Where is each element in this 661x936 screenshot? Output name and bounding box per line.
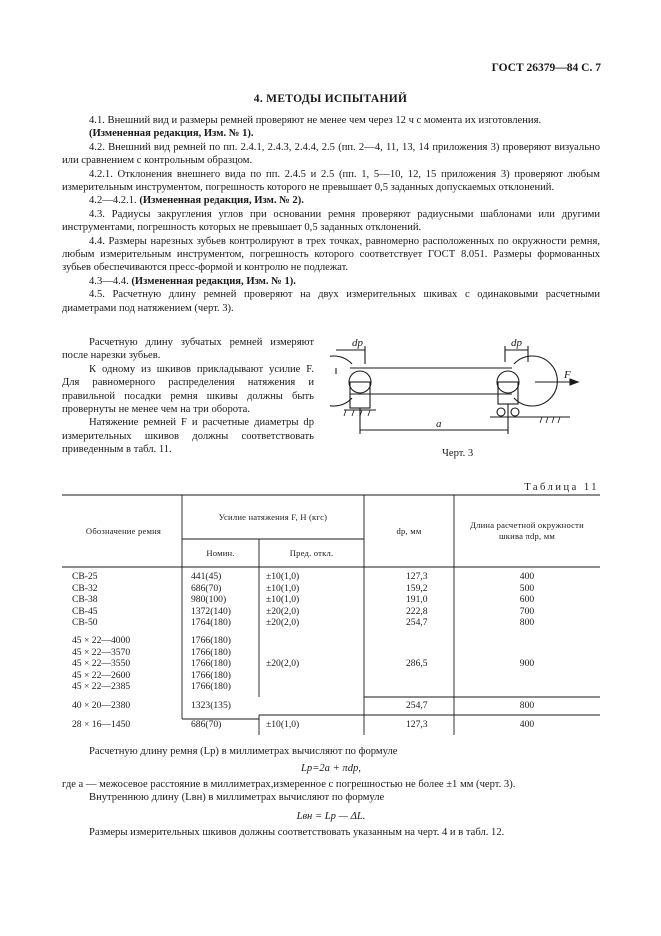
range-4-3: 4.3—4.4. — [89, 275, 129, 287]
tolerance-cell: ±10(1,0) — [266, 571, 300, 582]
length-cell: 500 — [519, 582, 535, 594]
tolerance-cell: ±10(1,0) — [266, 582, 300, 594]
dp-cell: 222,8 — [406, 605, 428, 617]
formula-block — [62, 745, 600, 839]
label-a: a — [436, 418, 442, 430]
group2-nominal — [182, 631, 259, 697]
group1-designations — [62, 567, 182, 631]
designation-cell: 45 × 22—3550 — [72, 658, 131, 670]
tolerance-cell: ±20(2,0) — [266, 617, 300, 629]
edition-note-2-text: (Измененная редакция, Изм. № 2). — [139, 195, 304, 207]
paragraph-teeth: Расчетную длину зубчатых ремней измеряют после нарезки зубьев. — [62, 337, 314, 362]
designation-cell: СВ-25 — [72, 571, 98, 582]
range-4-2: 4.2—4.2.1. — [89, 195, 137, 207]
table-caption: Таблица 11 — [524, 482, 599, 493]
designation-cell: СВ-50 — [72, 617, 98, 629]
group2-designations — [62, 631, 182, 697]
group1-tolerance — [259, 567, 364, 631]
header-force: Усилие натяжения F, Н (кгс) — [218, 511, 328, 522]
dp-cell: 159,2 — [406, 582, 428, 594]
nominal-cell: 1764(180) — [191, 617, 231, 629]
formula-2: Lвн = Lp — ΔL. — [296, 810, 366, 822]
header-dp: dp, мм — [396, 525, 422, 536]
nominal-cell: 1372(140) — [191, 605, 231, 617]
closing-paragraph: Размеры измерительных шкивов должны соответствовать указанным на черт. 4 и в табл. 12. — [89, 827, 505, 839]
dp-cell: 127,3 — [406, 571, 428, 582]
header-designation: Обозначение ремня — [85, 525, 162, 536]
right-pulley — [514, 356, 557, 406]
row3-designation: 40 × 20—2380 — [72, 700, 131, 711]
section-title: 4. МЕТОДЫ ИСПЫТАНИЙ — [253, 93, 408, 105]
header-tolerance: Пред. откл. — [289, 547, 334, 558]
designation-cell: СВ-45 — [72, 605, 98, 617]
length-cell: 800 — [519, 617, 535, 629]
row4-length: 400 — [519, 719, 535, 730]
formula-1: Lp=2a + πdp, — [301, 763, 361, 775]
force-arrowhead — [570, 379, 578, 385]
row3-dp: 254,7 — [406, 700, 428, 711]
paragraph-force: К одному из шкивов прикладывают усилие F. Для равномерного распределения натяжения и правильной посадки ремня шкивы должны быть провернуты не менее чем на три оборота. — [62, 363, 314, 416]
formula-2-intro: Внутреннюю длину (Lвн) в миллиметрах вычисляют по формуле — [89, 792, 385, 804]
nominal-cell: 980(100) — [191, 594, 227, 606]
edition-note-3-text: (Измененная редакция, Изм. № 1). — [131, 275, 296, 287]
nominal-cell: 1766(180) — [191, 658, 231, 670]
nominal-cell: 1766(180) — [191, 646, 231, 658]
paragraph-4-2: 4.2. Внешний вид ремней по пп. 2.4.1, 2.4.3, 2.4.4, 2.5 (пп. 2—4, 11, 13, 14 приложения 3) проверяют визуально или сравнением с контрольным образцом. — [62, 141, 600, 167]
row3-tolerance — [259, 697, 364, 715]
label-dp-left: dp — [352, 337, 363, 349]
tolerance-cell: ±20(2,0) — [266, 605, 300, 617]
row4-tolerance: ±10(1,0) — [266, 719, 300, 730]
length-cell: 700 — [519, 605, 535, 617]
row4-nominal: 686(70) — [191, 719, 222, 730]
section-body — [62, 114, 600, 315]
document-header: ГОСТ 26379—84 С. 7 — [491, 62, 601, 74]
wrapped-text — [62, 336, 314, 457]
group2-dp: 286,5 — [406, 658, 428, 669]
dp-cell: 191,0 — [406, 594, 428, 606]
nominal-cell: 441(45) — [191, 571, 222, 582]
paragraph-4-3: 4.3. Радиусы закругления углов при основании ремня проверяют радиусными шаблонами или другими инструментами, погрешность которых не превышает 0,5 заданных отклонений. — [62, 208, 600, 234]
group1-nominal — [182, 567, 259, 631]
label-force: F — [564, 369, 571, 381]
designation-cell: 45 × 22—4000 — [72, 635, 131, 646]
paragraph-4-4: 4.4. Размеры нарезных зубьев контролируют в трех точках, равномерно расположенных по окружности ремня, любым измерительным инструментом, погрешность которого соответствует ГОСТ 8.051. Размеры формованных зубьев обеспечиваются пресс-формой и контролю не подлежат. — [62, 235, 600, 274]
group2-length: 900 — [519, 658, 535, 669]
header-length: Длина расчетной окружности шкива πdp, мм — [470, 520, 584, 541]
header-nominal: Номин. — [206, 547, 235, 558]
length-cell: 400 — [519, 571, 535, 582]
edition-note-1: (Измененная редакция, Изм. № 1). — [89, 128, 254, 140]
formula-1-where: где a — межосевое расстояние в миллиметрах,измеренное с погрешностью не более ±1 мм (черт. 3). — [62, 778, 516, 790]
paragraph-4-1: 4.1. Внешний вид и размеры ремней проверяют не менее чем через 12 ч с момента их изготовления. — [89, 115, 542, 126]
paragraph-4-5: 4.5. Расчетную длину ремней проверяют на двух измерительных шкивах с одинаковыми расчетными диаметрами под натяжением (черт. 3). — [62, 289, 600, 314]
length-cell: 600 — [519, 594, 535, 606]
group1-length — [454, 567, 600, 631]
edition-note-3 — [62, 275, 600, 288]
row3-nominal: 1323(135) — [191, 700, 231, 711]
group2-tolerance: ±20(2,0) — [266, 658, 300, 669]
left-support — [350, 382, 370, 408]
designation-cell: 45 × 22—2385 — [72, 681, 131, 693]
dp-cell: 254,7 — [406, 617, 428, 629]
row4-dp: 127,3 — [406, 719, 428, 730]
roller-right — [511, 408, 519, 416]
designation-cell: СВ-32 — [72, 582, 98, 594]
nominal-cell: 1766(180) — [191, 635, 231, 646]
tolerance-cell: ±10(1,0) — [266, 594, 300, 606]
nominal-cell: 1766(180) — [191, 681, 231, 693]
designation-cell: СВ-38 — [72, 594, 98, 606]
figure-caption: Черт. 3 — [442, 448, 474, 459]
figure-3-diagram — [330, 334, 600, 464]
roller-left — [497, 408, 505, 416]
designation-cell: 45 × 22—2600 — [72, 669, 131, 681]
paragraph-tension: Натяжение ремней F и расчетные диаметры dp измерительных шкивов должны соответствовать приведенным в табл. 11. — [62, 417, 314, 456]
formula-1-intro: Расчетную длину ремня (Lp) в миллиметрах вычисляют по формуле — [89, 746, 398, 757]
designation-cell: 45 × 22—3570 — [72, 646, 131, 658]
label-dp-right: dp — [511, 337, 522, 349]
row4-designation: 28 × 16—1450 — [72, 719, 131, 730]
paragraph-4-2-1: 4.2.1. Отклонения внешнего вида по пп. 2.4.5 и 2.5 (пп. 1, 5—10, 12, 15 приложения 3) проверяют любым измерительным инструментом, погрешность которого не превышает 0,5 заданных допускаемых отклонений. — [62, 168, 600, 194]
edition-note-2 — [62, 194, 600, 207]
row3-length: 800 — [519, 700, 535, 711]
group1-dp — [364, 567, 454, 631]
nominal-cell: 1766(180) — [191, 669, 231, 681]
nominal-cell: 686(70) — [191, 582, 222, 594]
table-11 — [62, 495, 600, 737]
